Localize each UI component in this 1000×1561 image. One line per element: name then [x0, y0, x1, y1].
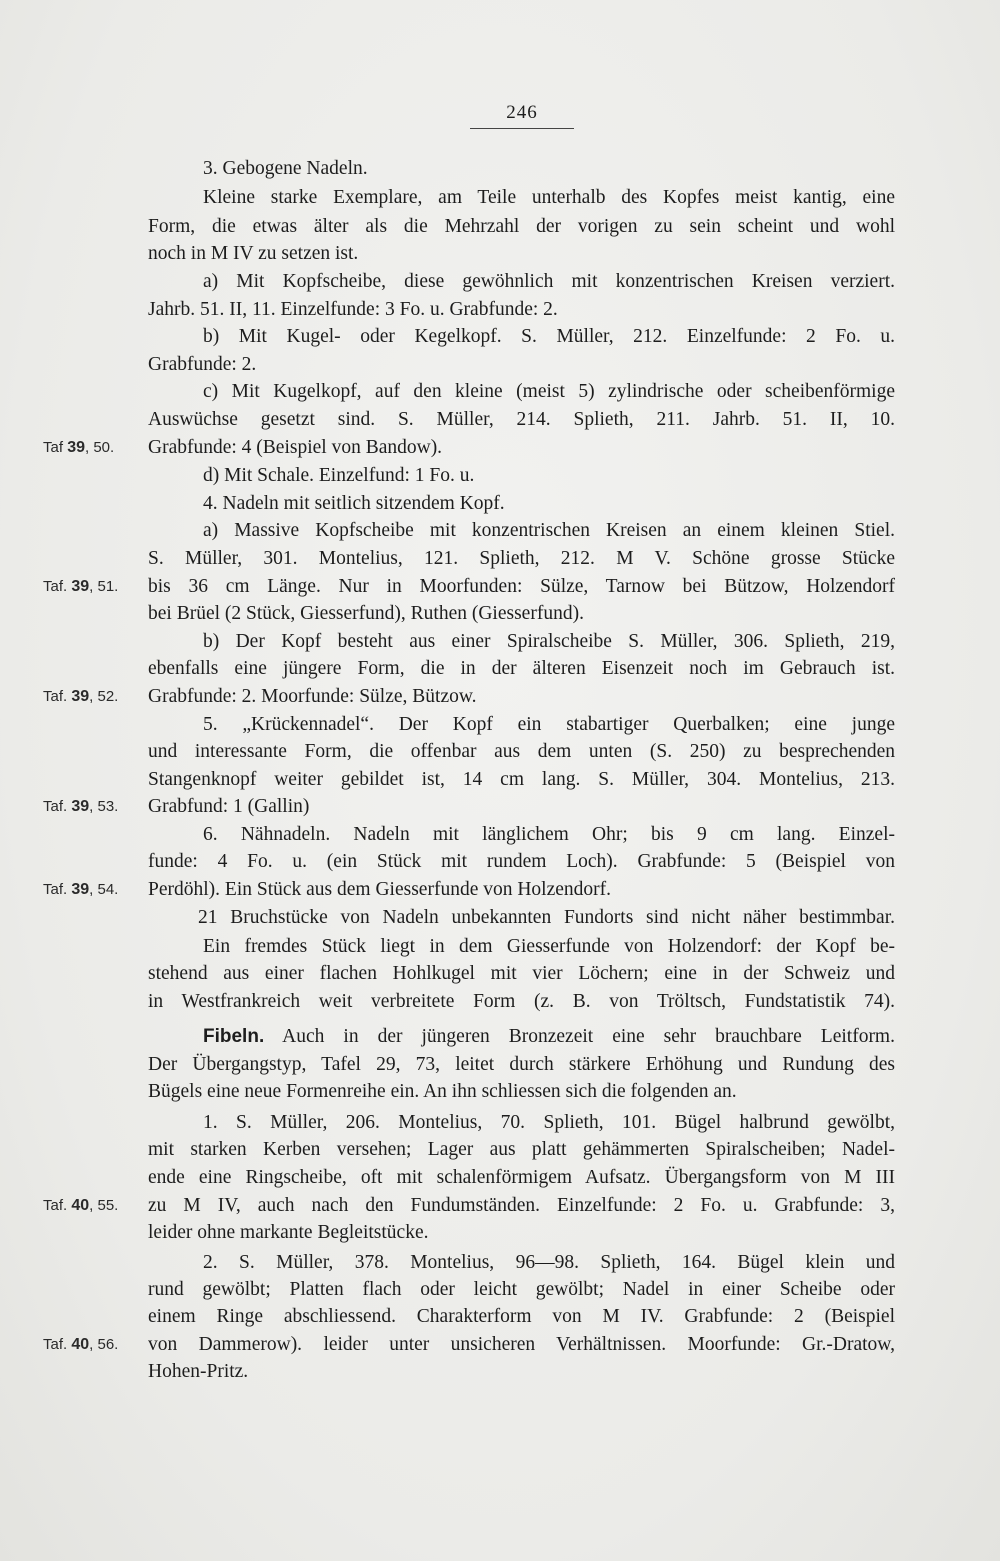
text-line: und interessante Form, die offenbar aus dem unten (S. 250) zu besprechenden — [148, 741, 895, 762]
plate-reference: Taf. 39, 53. — [43, 798, 119, 815]
plate-reference: Taf. 39, 54. — [43, 881, 119, 898]
plate-reference: Taf. 40, 55. — [43, 1197, 119, 1214]
page-number: 246 — [470, 102, 574, 129]
text-line: 21 Bruchstücke von Nadeln unbekannten Fundorts sind nicht näher bestimmbar. — [198, 907, 895, 928]
heading-seitlich-kopf: 4. Nadeln mit seitlich sitzendem Kopf. — [203, 493, 505, 514]
plate-reference: Taf. 40, 56. — [43, 1336, 119, 1353]
plate-reference: Taf. 39, 52. — [43, 688, 119, 705]
text-line: c) Mit Kugelkopf, auf den kleine (meist 5) zylindrische oder scheibenförmige — [203, 381, 895, 402]
text-line: Form, die etwas älter als die Mehrzahl der vorigen zu sein scheint und wohl — [148, 216, 895, 237]
text-line: 6. Nähnadeln. Nadeln mit länglichem Ohr; bis 9 cm lang. Einzel- — [203, 824, 895, 845]
text-line: Grabfunde: 4 (Beispiel von Bandow). — [148, 437, 443, 458]
text-line: bei Brüel (2 Stück, Giesserfund), Ruthen (Giesserfund). — [148, 603, 584, 624]
text-line: zu M IV, auch nach den Fundumständen. Einzelfunde: 2 Fo. u. Grabfunde: 3, — [148, 1195, 895, 1216]
text-line: noch in M IV zu setzen ist. — [148, 243, 359, 264]
text-line: Grabfunde: 2. Moorfunde: Sülze, Bützow. — [148, 686, 477, 707]
text-line: funde: 4 Fo. u. (ein Stück mit rundem Loch). Grabfunde: 5 (Beispiel von — [148, 851, 895, 872]
text-line: Jahrb. 51. II, 11. Einzelfunde: 3 Fo. u. Grabfunde: 2. — [148, 299, 558, 320]
text-line: stehend aus einer flachen Hohlkugel mit vier Löchern; eine in der Schweiz und — [148, 963, 895, 984]
text-line: Auch in der jüngeren Bronzezeit eine sehr brauchbare Leitform. — [282, 1026, 895, 1047]
text-line: Der Übergangstyp, Tafel 29, 73, leitet durch stärkere Erhöhung und Rundung des — [148, 1054, 895, 1075]
text-line: Hohen-Pritz. — [148, 1361, 249, 1382]
text-line: Grabfunde: 2. — [148, 354, 257, 375]
text-line: d) Mit Schale. Einzelfund: 1 Fo. u. — [203, 465, 475, 486]
text-line: ende eine Ringscheibe, oft mit schalenförmigem Aufsatz. Übergangsform von M III — [148, 1167, 895, 1188]
text-line: a) Massive Kopfscheibe mit konzentrischen Kreisen an einem kleinen Stiel. — [203, 520, 895, 541]
text-line: 2. S. Müller, 378. Montelius, 96—98. Splieth, 164. Bügel klein und — [203, 1252, 895, 1273]
section-label-fibeln: Fibeln. — [203, 1026, 265, 1047]
plate-reference: Taf. 39, 51. — [43, 578, 119, 595]
text-line: b) Mit Kugel- oder Kegelkopf. S. Müller, 212. Einzelfunde: 2 Fo. u. — [203, 326, 895, 347]
text-line: 5. „Krückennadel“. Der Kopf ein stabartiger Querbalken; eine junge — [203, 714, 895, 735]
text-line: S. Müller, 301. Montelius, 121. Splieth, 212. M V. Schöne grosse Stücke — [148, 548, 895, 569]
text-line: Kleine starke Exemplare, am Teile unterhalb des Kopfes meist kantig, eine — [203, 187, 895, 208]
text-line: einem Ringe abschliessend. Charakterform von M IV. Grabfunde: 2 (Beispiel — [148, 1306, 895, 1327]
plate-reference: Taf 39, 50. — [43, 439, 115, 456]
text-line: a) Mit Kopfscheibe, diese gewöhnlich mit konzentrischen Kreisen verziert. — [203, 271, 895, 292]
text-line: Auswüchse gesetzt sind. S. Müller, 214. Splieth, 211. Jahrb. 51. II, 10. — [148, 409, 895, 430]
text-line: Stangenknopf weiter gebildet ist, 14 cm lang. S. Müller, 304. Montelius, 213. — [148, 769, 895, 790]
text-line: ebenfalls eine jüngere Form, die in der älteren Eisenzeit noch im Gebrauch ist. — [148, 658, 895, 679]
text-line: leider ohne markante Begleitstücke. — [148, 1222, 429, 1243]
heading-gebogene-nadeln: 3. Gebogene Nadeln. — [203, 158, 368, 179]
text-line: Perdöhl). Ein Stück aus dem Giesserfunde von Holzendorf. — [148, 879, 612, 900]
text-line: rund gewölbt; Platten flach oder leicht gewölbt; Nadel in einer Scheibe oder — [148, 1279, 895, 1300]
text-line: Bügels eine neue Formenreihe ein. An ihn schliessen sich die folgenden an. — [148, 1081, 737, 1102]
text-line: in Westfrankreich weit verbreitete Form (z. B. von Tröltsch, Fundstatistik 74). — [148, 991, 895, 1012]
text-line: 1. S. Müller, 206. Montelius, 70. Splieth, 101. Bügel halbrund gewölbt, — [203, 1112, 895, 1133]
text-line: Ein fremdes Stück liegt in dem Giesserfunde von Holzendorf: der Kopf be- — [203, 936, 895, 957]
text-line: b) Der Kopf besteht aus einer Spiralscheibe S. Müller, 306. Splieth, 219, — [203, 631, 895, 652]
text-line: bis 36 cm Länge. Nur in Moorfunden: Sülze, Tarnow bei Bützow, Holzendorf — [148, 576, 895, 597]
text-line: von Dammerow). leider unter unsicheren Verhältnissen. Moorfunde: Gr.-Dratow, — [148, 1334, 895, 1355]
text-line: Grabfund: 1 (Gallin) — [148, 796, 310, 817]
fibeln-paragraph-start — [203, 1023, 895, 1051]
text-line: mit starken Kerben versehen; Lager aus platt gehämmerten Spiralscheiben; Nadel- — [148, 1139, 895, 1160]
